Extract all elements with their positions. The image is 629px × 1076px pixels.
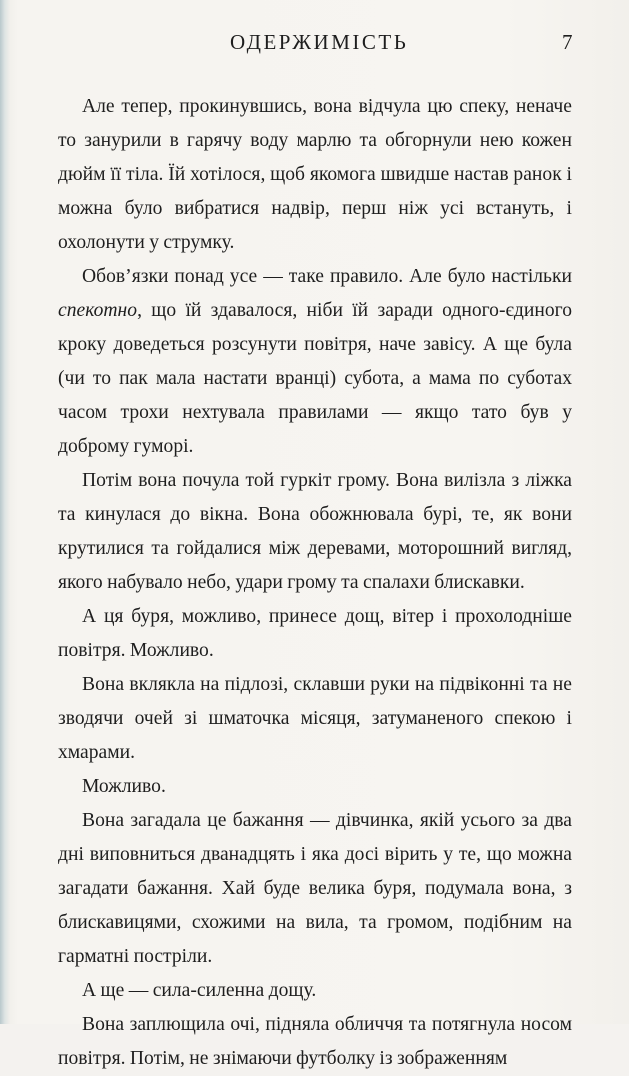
paragraph: Вона загадала це бажання — дівчинка, якій усього за два дні виповниться дванадцять і яка досі вірить у те, що можна загадати бажання. Хай буде велика буря, подумала вона, з блискавицями, схожими на вила, та громом, подібним на гарматні постріли. [58,810,572,967]
paragraph: Але тепер, прокинувшись, вона відчула цю спеку, неначе то занурили в гарячу воду марлю та обгорнули нею кожен дюйм її тіла. Їй хотілося, щоб якомога швидше настав ранок і можна було вибратися надвір, перш ніж усі встануть, і охолонути у струмку. [58,96,572,253]
paragraph [58,260,572,464]
page-number: 7 [562,30,573,54]
book-spine-shadow [0,0,10,1024]
paragraph: Потім вона почула той гуркіт грому. Вона вилізла з ліжка та кинулася до вікна. Вона обожнювала бурі, те, як вони крутилися та гойдалися між деревами, моторошний вигляд, якого набувало небо, удари грому та спалахи блискавки. [58,470,572,593]
paragraph: Можливо. [82,776,166,797]
italic-word: спекотно [58,300,138,321]
paragraph-text: , що їй здавалося, ніби їй заради одного-єдиного кроку доведеться розсунути повітря, наче завісу. А ще була (чи то пак мала настати вранці) субота, а мама по суботах часом трохи нехтувала правилами — якщо тато був у доброму гуморі. [58,300,572,457]
chapter-title: ОДЕРЖИМІСТЬ [230,30,409,54]
paragraph: Вона вклякла на підлозі, склавши руки на підвіконні та не зводячи очей зі шматочка місяця, затуманеного спекою і хмарами. [58,674,572,763]
paragraph: А ця буря, можливо, принесе дощ, вітер і прохолодніше повітря. Можливо. [58,606,572,661]
body-text [58,90,572,1076]
paragraph: Вона заплющила очі, підняла обличчя та потягнула носом повітря. Потім, не знімаючи футболку із зображенням [58,1014,572,1069]
running-head [0,30,629,60]
paragraph-text: Обов’язки понад усе — таке правило. Але було настільки [82,266,572,287]
paragraph: А ще — сила-силенна дощу. [82,980,317,1001]
